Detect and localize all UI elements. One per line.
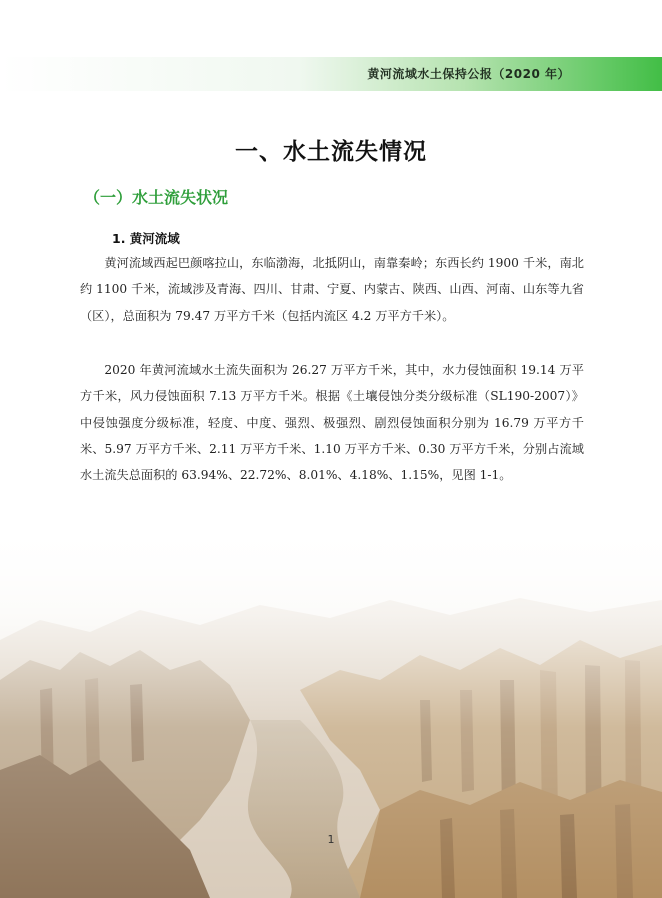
section-title: （一）水土流失状况 (84, 188, 229, 207)
subsection-title: 1. 黄河流域 (112, 231, 180, 246)
chapter-title: 一、水土流失情况 (235, 138, 427, 165)
running-header-title: 黄河流域水土保持公报（2020 年） (367, 67, 570, 81)
paragraph-erosion-statistics: 2020 年黄河流域水土流失面积为 26.27 万平方千米，其中，水力侵蚀面积 19.14 万平方千米，风力侵蚀面积 7.13 万平方千米。根据《土壤侵蚀分类分级标准（SL190-2007）》中侵蚀强度分级标准，轻度、中度、强烈、极强烈、剧烈侵蚀面积分别为 16.79 万平方千米、5.97 万平方千米、2.11 万平方千米、1.10 万平方千米、0.30 万平方千米，分别占流域水土流失总面积的 63.94%、22.72%、8.01%、4.18%、1.15%，见图 1-1。 (80, 363, 584, 483)
paragraph-basin-overview: 黄河流域西起巴颜喀拉山，东临渤海，北抵阴山，南靠秦岭；东西长约 1900 千米，南北约 1100 千米，流域涉及青海、四川、甘肃、宁夏、内蒙古、陕西、山西、河南、山东等九省（区），总面积为 79.47 万平方千米（包括内流区 4.2 万平方千米）。 (80, 256, 584, 323)
page-number: 1 (327, 833, 335, 846)
